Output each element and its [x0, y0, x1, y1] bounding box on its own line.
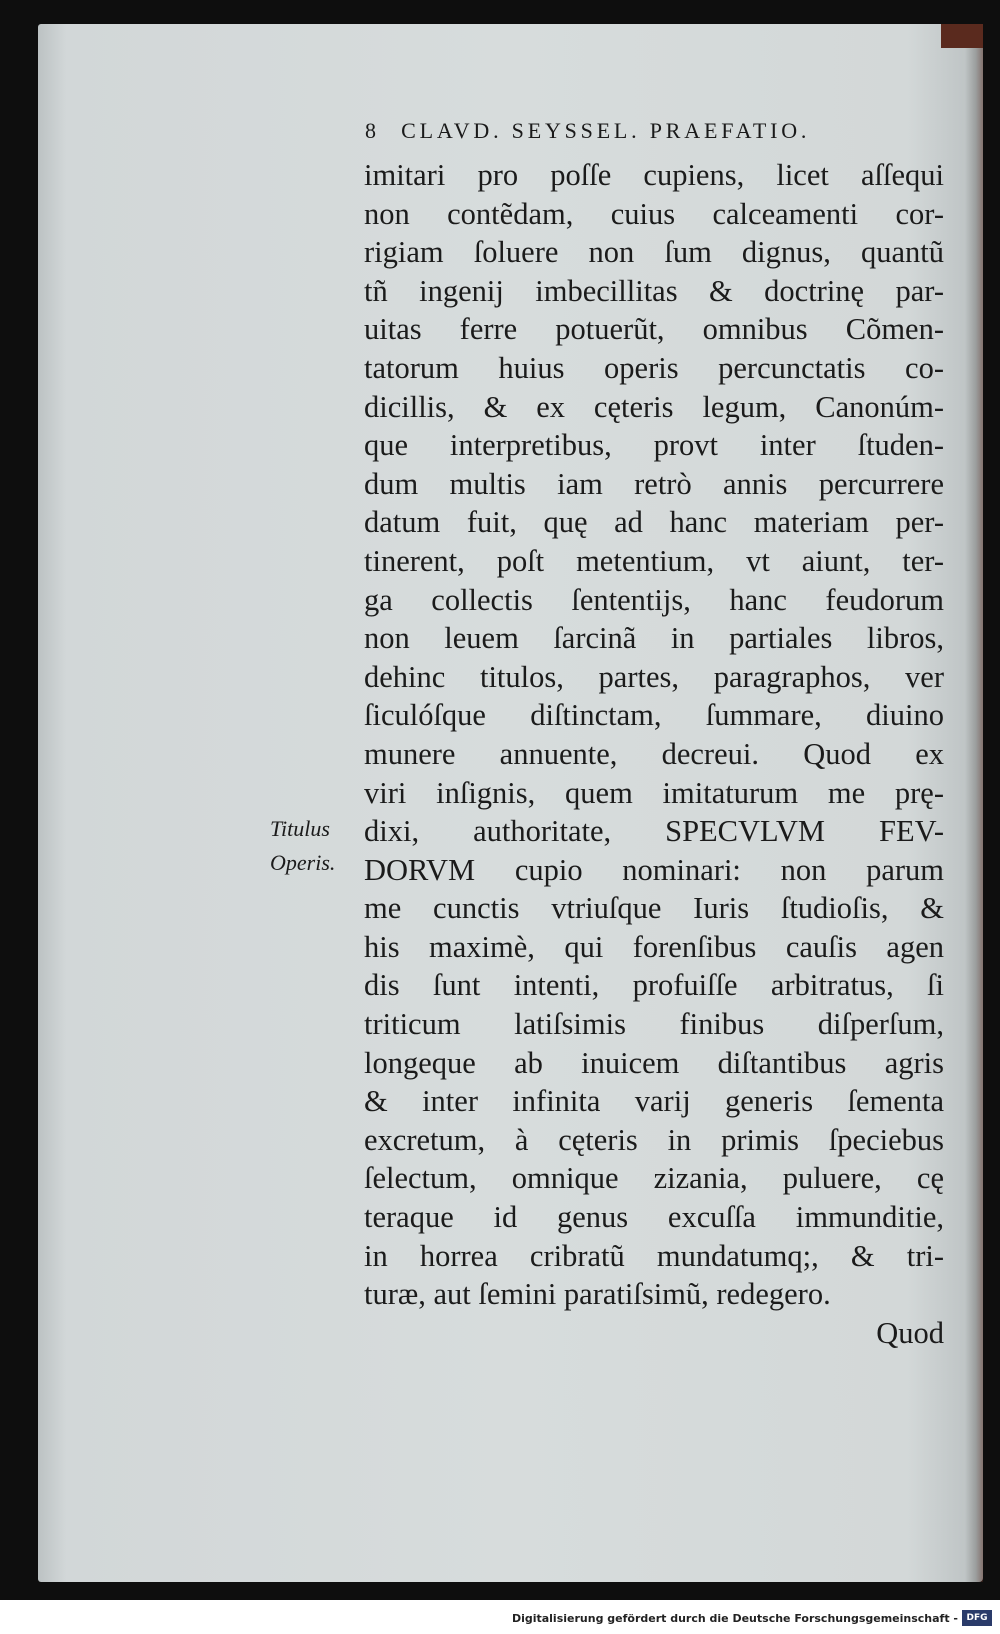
- text-line: imitari pro poſſe cupiens, licet aſſequi: [364, 158, 944, 192]
- text-line: dehinc titulos, partes, paragraphos, ver: [364, 659, 944, 694]
- dfg-logo: DFG: [962, 1610, 992, 1626]
- text-line: his maximè, qui forenſibus cauſis agen: [364, 929, 944, 964]
- text-line: dixi, authoritate, SPECVLVM FEV-: [364, 814, 944, 849]
- page-number: 8: [365, 118, 380, 143]
- text-line: tinerent, poſt metentium, vt aiunt, ter-: [364, 543, 944, 578]
- text-line: ſelectum, omnique zizania, puluere, cę: [364, 1161, 944, 1196]
- text-line: & inter infinita varij generis ſementa: [364, 1084, 944, 1119]
- marginal-note: [270, 812, 335, 880]
- text-line: ſiculóſque diſtinctam, ſummare, diuino: [364, 698, 944, 733]
- text-line: que interpretibus, provt inter ſtuden-: [364, 428, 944, 463]
- running-head-title: CLAVD. SEYSSEL. PRAEFATIO.: [401, 118, 811, 143]
- text-line: munere annuente, decreui. Quod ex: [364, 736, 944, 771]
- text-line: DORVM cupio nominari: non parum: [364, 852, 944, 887]
- text-line: triticum latiſsimis finibus diſperſum,: [364, 1007, 944, 1042]
- text-line: dum multis iam retrò annis percurrere: [364, 466, 944, 501]
- text-line: excretum, à cęteris in primis ſpeciebus: [364, 1122, 944, 1157]
- text-line: rigiam ſoluere non ſum dignus, quantũ: [364, 235, 944, 270]
- text-line: tatorum huius operis percunctatis co-: [364, 350, 944, 385]
- text-line: viri inſignis, quem imitaturum me prę-: [364, 775, 944, 810]
- text-line: non leuem ſarcinã in partiales libros,: [364, 621, 944, 656]
- text-line: dicillis, & ex cęteris legum, Canonúm-: [364, 389, 944, 424]
- text-line: in horrea cribratũ mundatumq;, & tri-: [364, 1238, 944, 1273]
- body-text: [364, 156, 944, 1352]
- funding-credit: Digitalisierung gefördert durch die Deutsche Forschungsgemeinschaft -: [511, 1612, 958, 1625]
- text-line: dis ſunt intenti, profuiſſe arbitratus, ſi: [364, 968, 944, 1003]
- footer-bar: [0, 1600, 1000, 1634]
- text-line: tñ ingenij imbecillitas & doctrinę par-: [364, 273, 944, 308]
- text-line: turæ, aut ſemini paratiſsimũ, redegero.: [364, 1277, 831, 1312]
- text-line: non contẽdam, cuius calceamenti cor-: [364, 196, 944, 231]
- text-line: ga collectis ſententijs, hanc feudorum: [364, 582, 944, 617]
- running-head: [365, 118, 905, 144]
- text-line: datum fuit, quę ad hanc materiam per-: [364, 505, 944, 540]
- text-line: uitas ferre potuerũt, omnibus Cõmen-: [364, 312, 944, 347]
- marginal-note-line: Operis.: [270, 850, 336, 875]
- text-line: longeque ab inuicem diſtantibus agris: [364, 1045, 944, 1080]
- marginal-note-line: Titulus: [270, 816, 330, 841]
- text-line: teraque id genus excuſſa immunditie,: [364, 1200, 944, 1235]
- text-line: me cunctis vtriuſque Iuris ſtudioſis, &: [364, 891, 944, 926]
- catchword: Quod: [876, 1315, 944, 1350]
- page-edge-shadow: [965, 24, 983, 1582]
- book-cover-corner: [941, 24, 983, 48]
